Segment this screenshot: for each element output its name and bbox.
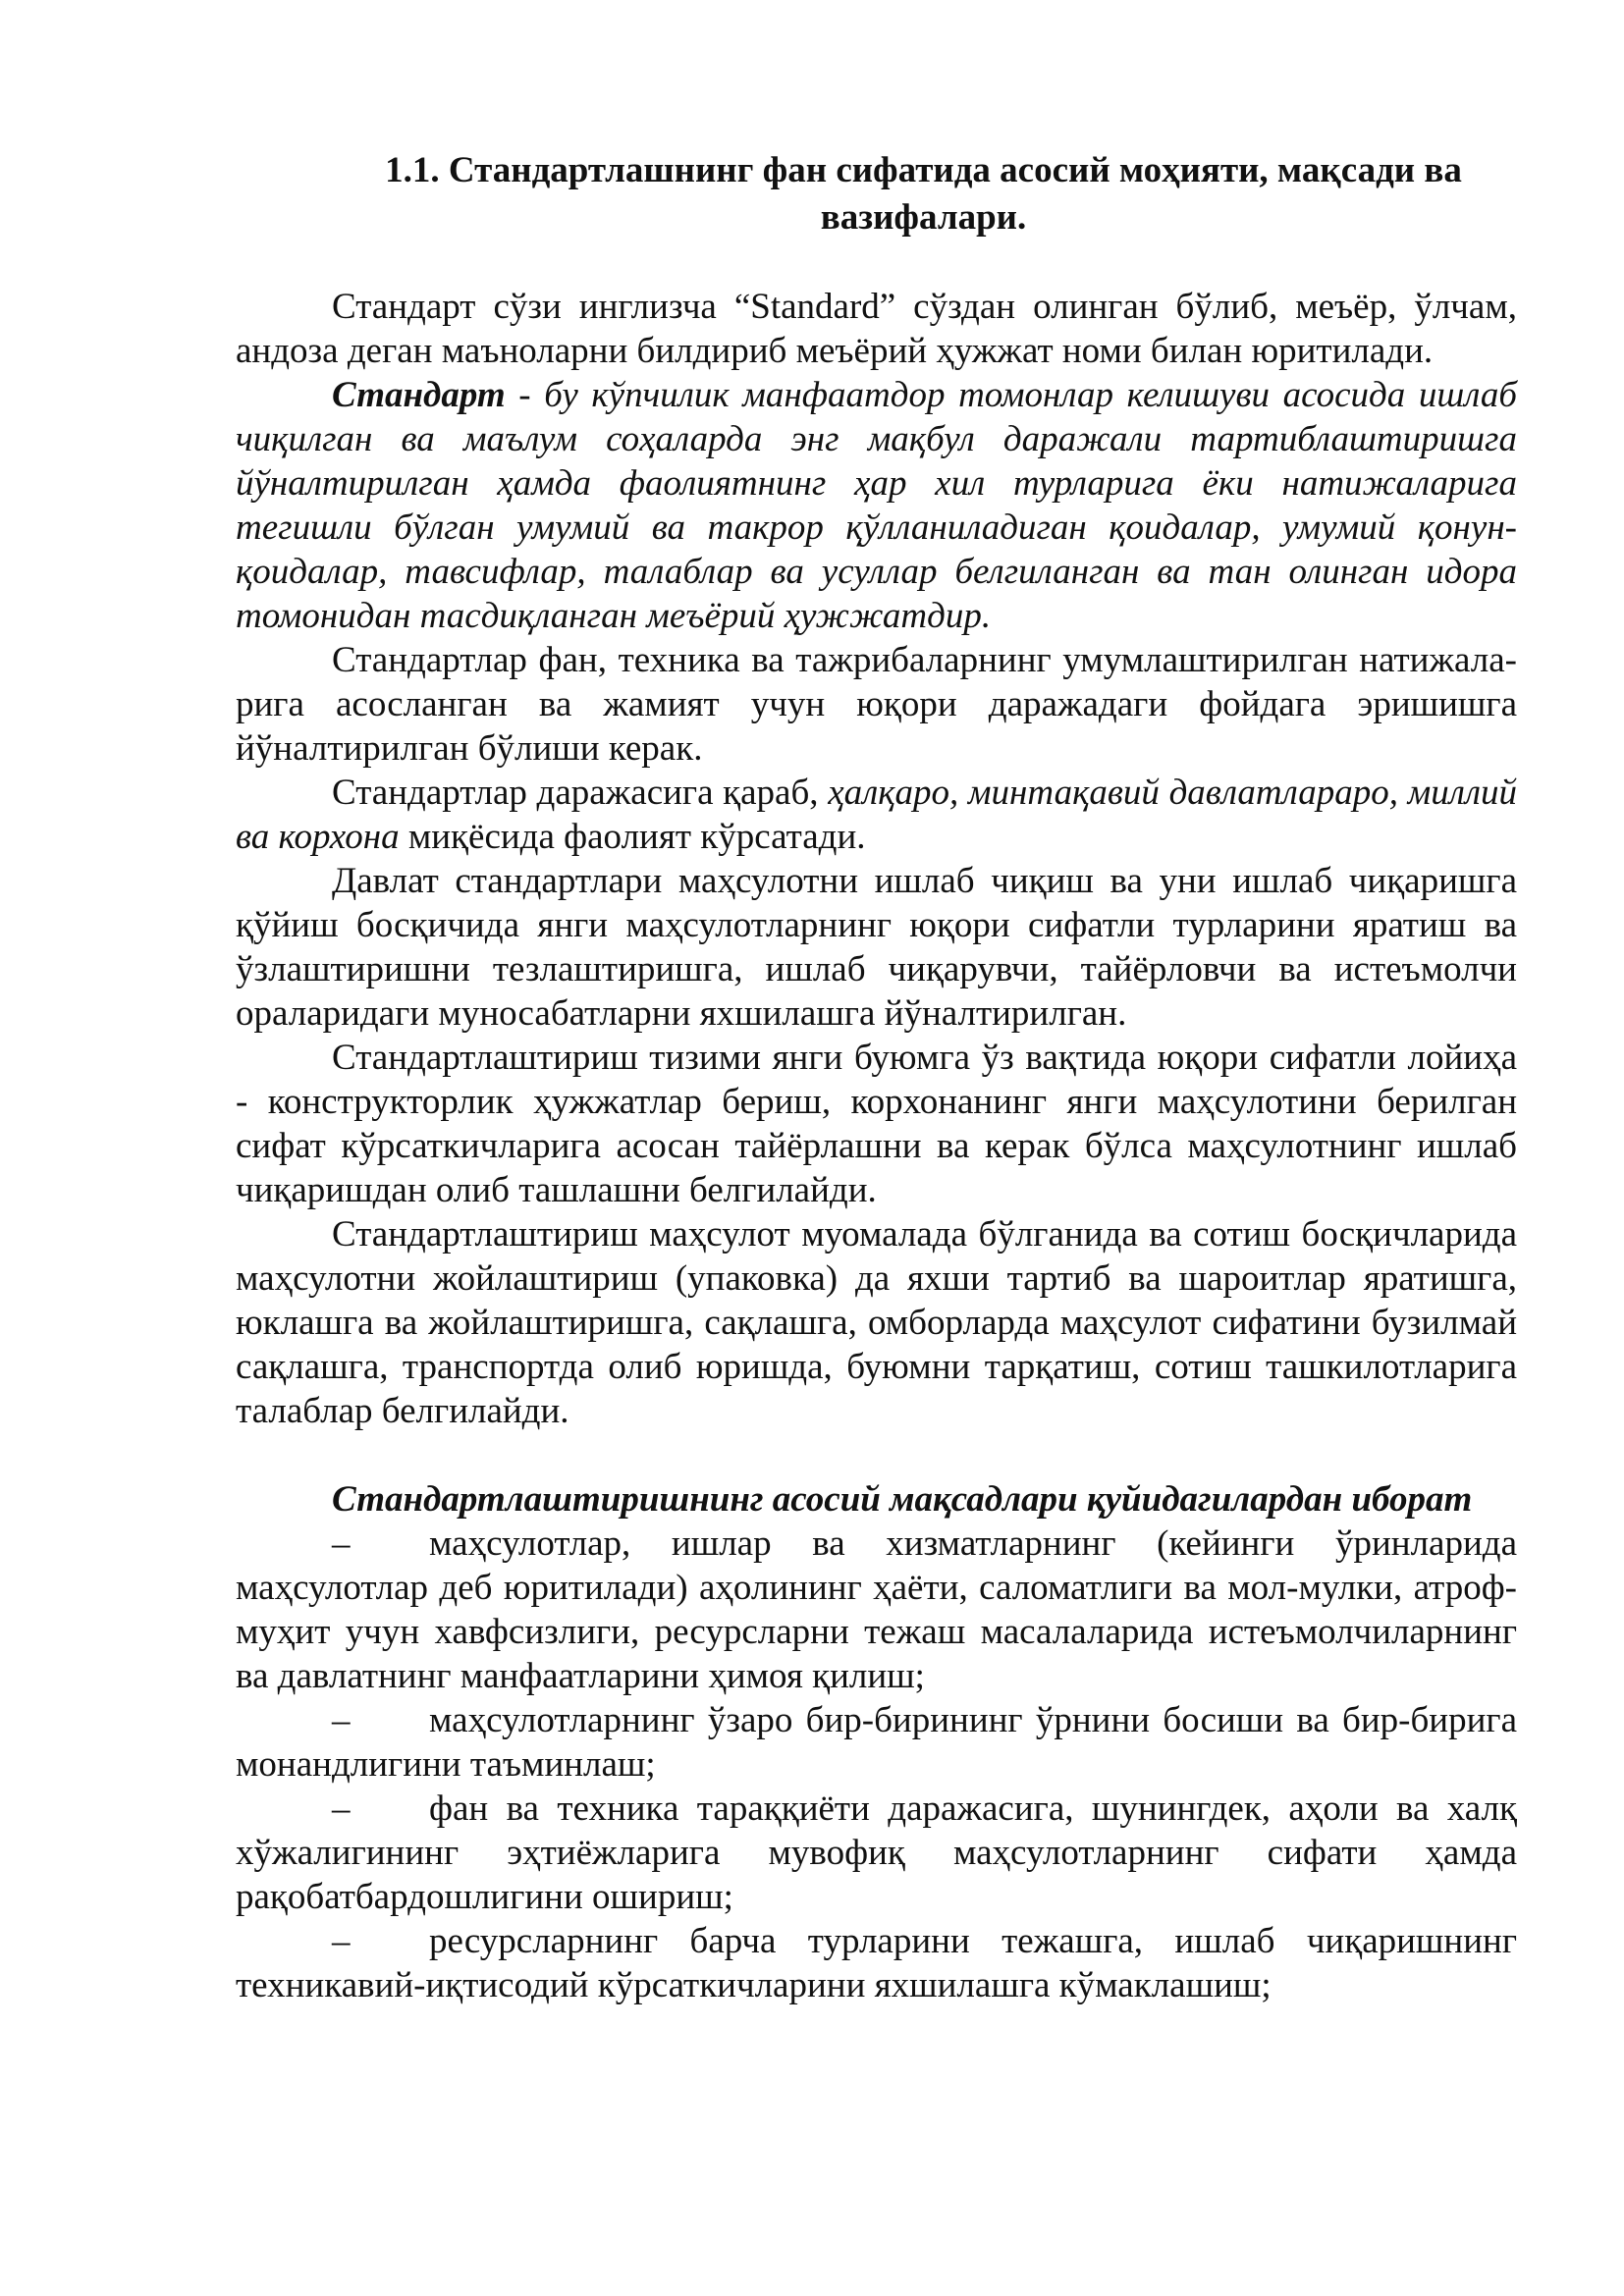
paragraph-state-standards: Давлат стандартлари маҳсулотни ишлаб чиқиш ва уни ишлаб чиқаришга қўйиш босқичида янги маҳсулотларнинг юқори сифатли турларини яратиш ва ўзлаштиришни тезлаштиришга, ишлаб чиқарувчи, тайёрловчи ва истеъмолчи ораларидаги муносабатларни яхшилашга йўналтирилган. bbox=[236, 861, 1517, 1034]
dash-bullet: – bbox=[332, 1700, 351, 1740]
list-item bbox=[236, 1698, 1517, 1787]
dash-bullet: – bbox=[332, 1921, 351, 1961]
goals-heading: Стандартлаштиришнинг асосий мақсадлари қуйидагилардан иборат bbox=[332, 1479, 1473, 1520]
list-item-text: фан ва техника тараққиёти даражасига, шунингдек, аҳоли ва халқ хўжалигининг эҳтиёжларига мувофиқ маҳсулотларнинг сифати ҳамда рақобатбардошлигини ошириш; bbox=[236, 1789, 1517, 1917]
section-title: 1.1. Стандартлашнинг фан сифатида асосий моҳияти, мақсади ва вазифалари. bbox=[385, 150, 1462, 238]
spacer bbox=[236, 1433, 1517, 1477]
dash-bullet: – bbox=[332, 1789, 351, 1829]
list-item-text: ресурсларнинг барча турларини тежашга, ишлаб чиқаришнинг техникавий-иқтисодий кўрсаткичларини яхшилашга кўмаклашиш; bbox=[236, 1921, 1517, 2005]
levels-start: Стандартлар даражасига қараб, bbox=[332, 773, 829, 813]
paragraph-standards-levels bbox=[236, 771, 1517, 859]
document-page bbox=[236, 147, 1517, 2007]
list-item bbox=[236, 1522, 1517, 1698]
dash-bullet: – bbox=[332, 1523, 351, 1564]
paragraph-standard-definition bbox=[236, 373, 1517, 638]
list-item bbox=[236, 1919, 1517, 2007]
definition-text: - бу кўпчилик манфаатдор томонлар келишуви асосида ишлаб чиқилган ва маълум соҳаларда энг мақбул даражали тартиблаштиришга йўналтирилган ҳамда фаолиятнинг ҳар хил турларига ёки натижаларига тегишли бўлган умумий ва такрор қўлланиладиган қоидалар, умумий қонун-қоидалар, тавсифлар, талаблар ва усуллар белгиланган ва тан олинган идора томонидан тасдиқланган меъёрий ҳужжатдир. bbox=[236, 375, 1517, 636]
list-item bbox=[236, 1787, 1517, 1919]
list-item-text: маҳсулотларнинг ўзаро бир-бирининг ўрнини босиши ва бир-бирига монандлигини таъминлаш; bbox=[236, 1700, 1517, 1785]
paragraph-standards-basis: Стандартлар фан, техника ва тажрибаларнинг умумлаштирилган натижала-рига асосланган ва жамият учун юқори даражадаги фойдага эришишга йўналтирилган бўлиши керак. bbox=[236, 640, 1517, 769]
list-item-text: маҳсулотлар, ишлар ва хизматларнинг (кейинги ўринларида маҳсулотлар деб юритилади) аҳолининг ҳаёти, саломатлиги ва мол-мулки, атроф-муҳит учун хавфсизлиги, ресурсларни тежаш масалаларида истеъмолчиларнинг ва давлатнинг манфаатларини ҳимоя қилиш; bbox=[236, 1523, 1517, 1696]
levels-end: миқёсида фаолият кўрсатади. bbox=[399, 817, 866, 857]
term-standard: Стандарт bbox=[332, 375, 506, 415]
levels-list: ҳалқаро, минтақавий давлатлараро, миллий ва корхона bbox=[236, 773, 1517, 857]
paragraph-standardization-circulation: Стандартлаштириш маҳсулот муомалада бўлганида ва сотиш босқичларида маҳсулотни жойлаштириш (упаковка) да яхши тартиб ва шароитлар яратишга, юклашга ва жойлаштиришга, сақлашга, омборларда маҳсулот сифатини бузилмай сақлашга, транспортда олиб юришда, буюмни тарқатиш, сотиш ташкилотларига талаблар белгилайди. bbox=[236, 1214, 1517, 1431]
paragraph-standard-origin: Стандарт сўзи инглизча “Standard” сўздан олинган бўлиб, меъёр, ўлчам, андоза деган маъноларни билдириб меъёрий ҳужжат номи билан юритилади. bbox=[236, 287, 1517, 371]
paragraph-standardization-system: Стандартлаштириш тизими янги буюмга ўз вақтида юқори сифатли лойиҳа - конструкторлик ҳужжатлар бериш, корхонанинг янги маҳсулотини берилган сифат кўрсаткичларига асосан тайёрлашни ва керак бўлса маҳсулотнинг ишлаб чиқаришдан олиб ташлашни белгилайди. bbox=[236, 1038, 1517, 1210]
